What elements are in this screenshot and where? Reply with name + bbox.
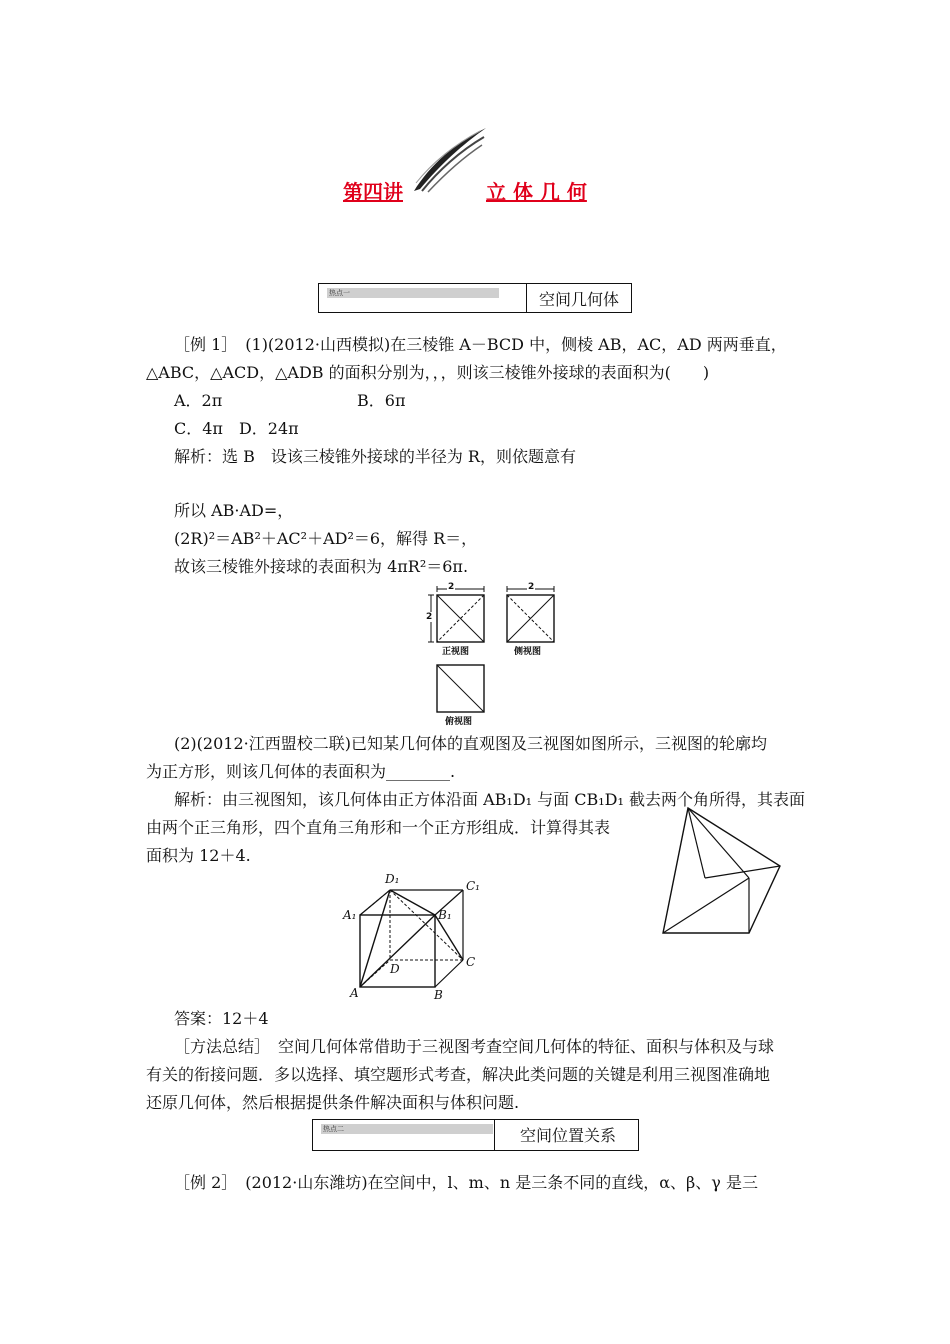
three-view-figure: [410, 582, 570, 727]
example1-line1: ［例 1］ (1)(2012·山西模拟)在三棱锥 A－BCD 中，侧棱 AB，AC，AD 两两垂直，: [174, 335, 787, 354]
example1-2-line1: (2)(2012·江西盟校二联)已知某几何体的直观图及三视图如图所示，三视图的轮廓均: [174, 734, 767, 753]
analysis-2-line1: 解析：由三视图知，该几何体由正方体沿面 AB₁D₁ 与面 CB₁D₁ 截去两个角所得，其表面: [174, 790, 805, 809]
front-width-label: 2: [448, 582, 455, 592]
hot-topic-label-2: 空间位置关系: [520, 1126, 617, 1145]
analysis-1: 解析：选 B 设该三棱锥外接球的半径为 R，则依题意有: [174, 447, 576, 466]
front-height-label: 2: [426, 612, 433, 622]
hot-topic-tag-1: 热点一: [327, 288, 499, 298]
side-width-label: 2: [528, 582, 535, 592]
summary-line2: 有关的衔接问题．多以选择、填空题形式考查，解决此类问题的关键是利用三视图准确地: [146, 1065, 771, 1084]
label-d1: D₁: [385, 872, 400, 886]
analysis-step1: 所以 AB·AD=，: [174, 501, 294, 520]
analysis-2-line3: 面积为 12＋4.: [146, 846, 251, 865]
option-a: A．2π: [174, 391, 223, 410]
analysis-2-line2: 由两个正三角形，四个直角三角形和一个正方形组成．计算得其表: [146, 818, 611, 837]
hot-topic-tag-2: 热点二: [321, 1124, 493, 1134]
front-view-label: 正视图: [442, 647, 470, 657]
label-a: A: [350, 986, 359, 1000]
hot-topic-label-1: 空间几何体: [539, 290, 620, 309]
hot-topic-box-2: [312, 1119, 639, 1151]
label-a1: A₁: [343, 908, 357, 922]
label-b1: B₁: [438, 908, 452, 922]
label-c1: C₁: [466, 879, 480, 893]
hot-topic-divider-2: [494, 1120, 495, 1150]
top-view-label: 俯视图: [445, 717, 473, 727]
lecture-title: 立 体 几 何: [486, 180, 587, 204]
label-c: C: [466, 955, 476, 969]
hot-topic-box-1: [318, 283, 632, 313]
solid-figure: [655, 803, 790, 938]
label-b: B: [434, 988, 443, 1002]
example1-line2: △ABC，△ACD，△ADB 的面积分别为，，，则该三棱锥外接球的表面积为( ): [146, 363, 710, 382]
answer-1-2: 答案：12＋4: [174, 1009, 269, 1028]
summary-line1: ［方法总结］ 空间几何体常借助于三视图考查空间几何体的特征、面积与体积及与球: [174, 1037, 775, 1056]
analysis-step2: (2R)²＝AB²＋AC²＋AD²＝6，解得 R＝，: [174, 529, 478, 548]
option-c-d: C．4π D．24π: [174, 419, 299, 438]
swoosh-decoration-icon: [410, 125, 490, 195]
analysis-step3: 故该三棱锥外接球的表面积为 4πR²＝6π.: [174, 557, 469, 576]
example2-line1: ［例 2］ (2012·山东潍坊)在空间中，l、m、n 是三条不同的直线，α、β、γ 是三: [174, 1173, 758, 1192]
example1-2-line2: 为正方形，则该几何体的表面积为________.: [146, 762, 456, 781]
summary-line3: 还原几何体，然后根据提供条件解决面积与体积问题.: [146, 1093, 520, 1112]
option-b: B．6π: [357, 391, 406, 410]
label-d: D: [390, 962, 400, 976]
hot-topic-divider: [526, 284, 527, 312]
side-view-label: 侧视图: [514, 647, 542, 657]
lecture-label: 第四讲: [343, 180, 403, 204]
